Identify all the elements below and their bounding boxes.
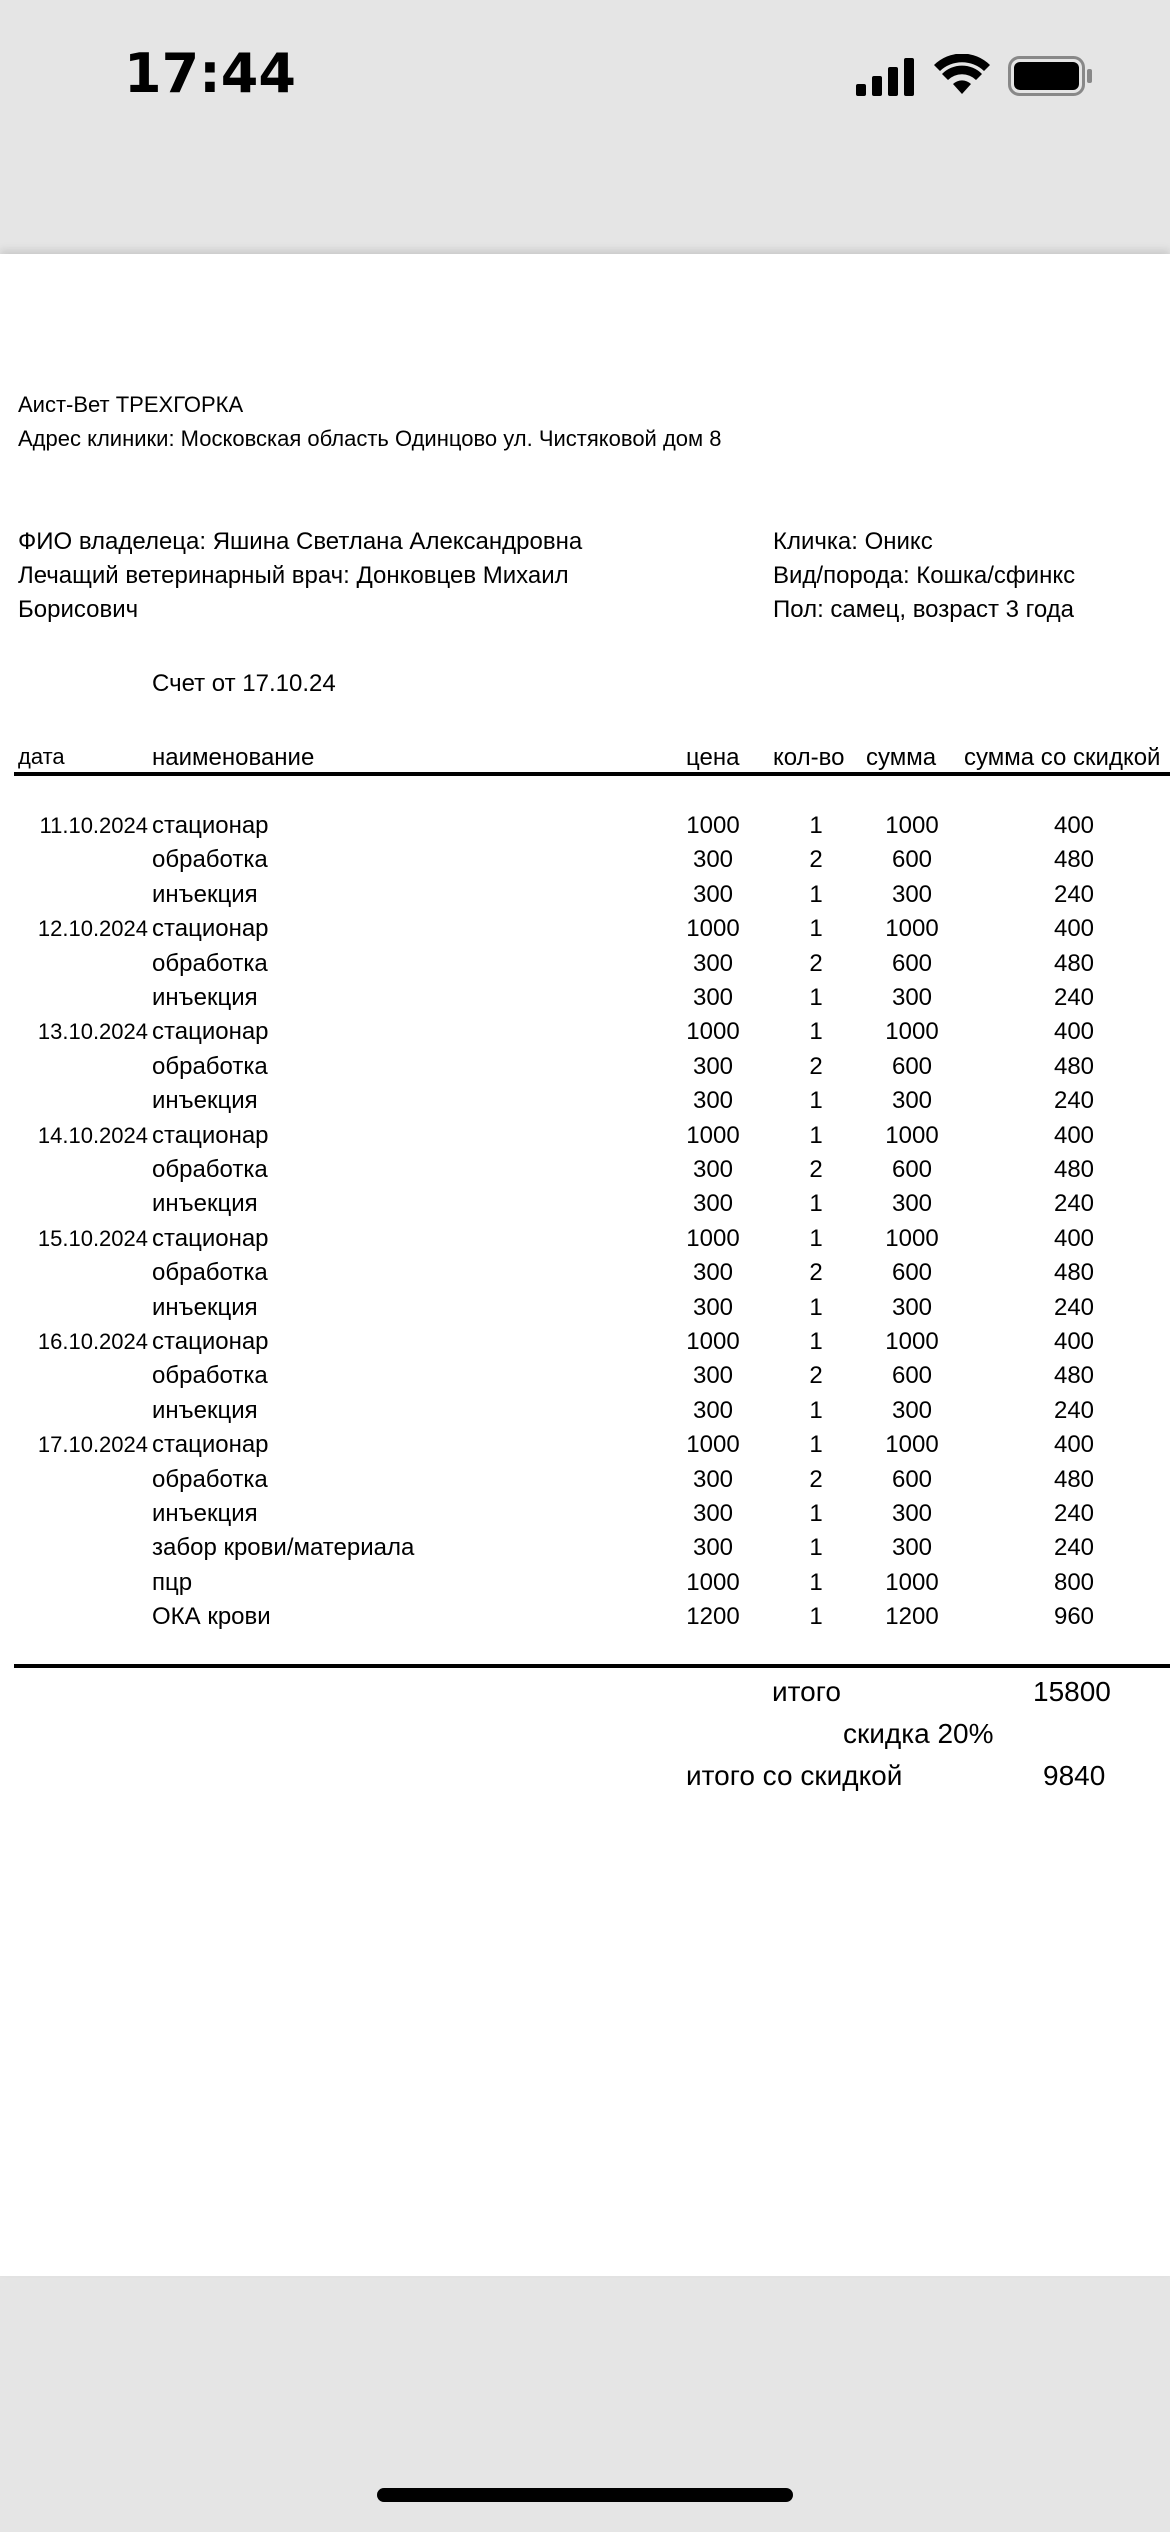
cell-discounted: 400: [1053, 1328, 1095, 1355]
cell-price: 300: [692, 1052, 734, 1080]
cell-price: 300: [692, 1259, 734, 1287]
cell-qty: 1: [809, 915, 823, 943]
cell-sum: 300: [891, 1190, 933, 1218]
cell-sum: 1000: [885, 1328, 939, 1355]
cell-name: обработка: [152, 1156, 268, 1183]
cell-price: 300: [692, 1500, 734, 1527]
cell-name: стационар: [152, 1328, 269, 1355]
cell-price: 300: [692, 1465, 734, 1493]
cell-discounted: 240: [1053, 1500, 1095, 1527]
cell-price: 1000: [686, 812, 740, 839]
cell-qty: 1: [809, 1431, 823, 1459]
header-sum: сумма: [866, 744, 937, 771]
cell-name: забор крови/материала: [152, 1534, 415, 1562]
cell-qty: 2: [809, 1362, 823, 1390]
cell-price: 300: [692, 949, 734, 977]
discount-label: скидка 20%: [843, 1718, 994, 1749]
cell-name: стационар: [152, 915, 269, 943]
cell-price: 300: [692, 846, 734, 874]
cell-date: 13.10.2024: [37, 1019, 148, 1045]
cell-sum: 1000: [885, 915, 939, 943]
cellular-signal-icon: [856, 58, 914, 96]
home-indicator[interactable]: [377, 2488, 793, 2502]
cell-price: 300: [692, 984, 734, 1011]
cell-name: инъекция: [152, 984, 258, 1011]
cell-price: 300: [692, 1156, 734, 1183]
cell-sum: 600: [891, 1156, 933, 1183]
pet-nickname: Кличка: Оникс: [773, 528, 933, 555]
cell-name: стационар: [152, 1121, 269, 1149]
cell-sum: 1000: [885, 812, 939, 839]
status-time: 17:44: [124, 42, 296, 105]
cell-discounted: 400: [1053, 1224, 1095, 1252]
cell-price: 1000: [686, 915, 740, 943]
cell-discounted: 240: [1053, 1087, 1095, 1115]
header-price: цена: [686, 744, 740, 771]
pet-breed: Вид/порода: Кошка/сфинкс: [773, 562, 1076, 589]
cell-sum: 300: [891, 984, 933, 1011]
cell-price: 300: [692, 1087, 734, 1115]
cell-discounted: 480: [1053, 1259, 1095, 1287]
cell-name: обработка: [152, 949, 268, 977]
cell-qty: 1: [809, 1603, 823, 1631]
cell-discounted: 400: [1053, 1431, 1095, 1459]
cell-qty: 1: [809, 984, 823, 1011]
cell-sum: 600: [891, 1362, 933, 1390]
cell-discounted: 240: [1053, 1190, 1095, 1218]
cell-name: инъекция: [152, 1293, 258, 1321]
cell-sum: 300: [891, 1293, 933, 1321]
cell-name: обработка: [152, 1362, 268, 1390]
cell-sum: 1000: [885, 1018, 939, 1046]
cell-sum: 1000: [885, 1121, 939, 1149]
cell-price: 300: [692, 1396, 734, 1424]
cell-name: инъекция: [152, 1396, 258, 1424]
invoice-title: Счет от 17.10.24: [152, 670, 336, 697]
battery-icon: [1008, 56, 1094, 96]
cell-qty: 1: [809, 880, 823, 908]
cell-sum: 1000: [885, 1224, 939, 1252]
cell-discounted: 240: [1053, 1534, 1095, 1562]
cell-discounted: 480: [1053, 1362, 1095, 1390]
cell-price: 1000: [686, 1568, 740, 1596]
cell-sum: 300: [891, 1396, 933, 1424]
cell-price: 300: [692, 1190, 734, 1218]
cell-date: 15.10.2024: [37, 1225, 148, 1251]
cell-discounted: 480: [1053, 1156, 1095, 1183]
cell-qty: 1: [809, 1293, 823, 1321]
cell-sum: 600: [891, 949, 933, 977]
cell-qty: 1: [809, 1328, 823, 1355]
doctor-name-line2: Борисович: [18, 596, 139, 623]
cell-discounted: 800: [1053, 1568, 1095, 1596]
cell-sum: 600: [891, 1052, 933, 1080]
cell-qty: 1: [809, 1534, 823, 1562]
cell-name: обработка: [152, 1259, 268, 1287]
cell-discounted: 400: [1053, 1121, 1095, 1149]
cell-price: 300: [692, 880, 734, 908]
cell-discounted: 240: [1053, 880, 1095, 908]
header-divider: [14, 772, 1170, 776]
cell-qty: 1: [809, 1018, 823, 1046]
header-qty: кол-во: [773, 744, 845, 771]
cell-price: 300: [692, 1293, 734, 1321]
cell-name: пцр: [152, 1568, 193, 1596]
header-date: дата: [18, 744, 65, 769]
cell-sum: 1200: [885, 1603, 939, 1631]
cell-discounted: 240: [1053, 1293, 1095, 1321]
owner-name: ФИО владелеца: Яшина Светлана Александровна: [18, 528, 583, 555]
cell-qty: 2: [809, 949, 823, 977]
cell-qty: 1: [809, 1500, 823, 1527]
total-value: 15800: [1033, 1676, 1111, 1707]
cell-discounted: 480: [1053, 846, 1095, 874]
cell-qty: 1: [809, 1224, 823, 1252]
doctor-name-line1: Лечащий ветеринарный врач: Донковцев Михаил: [18, 562, 569, 589]
cell-qty: 1: [809, 1568, 823, 1596]
cell-price: 300: [692, 1362, 734, 1390]
cell-sum: 300: [891, 1500, 933, 1527]
cell-sum: 600: [891, 846, 933, 874]
cell-name: обработка: [152, 846, 268, 874]
cell-price: 300: [692, 1534, 734, 1562]
discounted-total-value: 9840: [1043, 1760, 1106, 1791]
cell-qty: 1: [809, 812, 823, 839]
clinic-name: Аист-Вет ТРЕХГОРКА: [18, 392, 244, 417]
header-discounted: сумма со скидкой: [964, 744, 1161, 771]
cell-discounted: 240: [1053, 984, 1095, 1011]
cell-qty: 1: [809, 1121, 823, 1149]
cell-price: 1000: [686, 1431, 740, 1459]
cell-qty: 2: [809, 1465, 823, 1493]
cell-sum: 600: [891, 1465, 933, 1493]
cell-name: инъекция: [152, 1500, 258, 1527]
cell-name: ОКА крови: [152, 1603, 271, 1631]
cell-name: стационар: [152, 1224, 269, 1252]
cell-discounted: 960: [1053, 1603, 1095, 1631]
cell-name: стационар: [152, 1431, 269, 1459]
cell-sum: 300: [891, 880, 933, 908]
cell-price: 1000: [686, 1121, 740, 1149]
cell-name: стационар: [152, 812, 269, 839]
cell-qty: 2: [809, 1052, 823, 1080]
cell-name: стационар: [152, 1018, 269, 1046]
cell-name: инъекция: [152, 1087, 258, 1115]
header-name: наименование: [152, 744, 315, 771]
cell-sum: 1000: [885, 1431, 939, 1459]
cell-price: 1000: [686, 1224, 740, 1252]
cell-discounted: 480: [1053, 1465, 1095, 1493]
cell-qty: 1: [809, 1087, 823, 1115]
discounted-total-label: итого со скидкой: [686, 1760, 903, 1791]
cell-date: 16.10.2024: [37, 1329, 148, 1354]
cell-name: обработка: [152, 1052, 268, 1080]
cell-sum: 1000: [885, 1568, 939, 1596]
cell-qty: 2: [809, 1259, 823, 1287]
cell-discounted: 400: [1053, 812, 1095, 839]
cell-discounted: 400: [1053, 1018, 1095, 1046]
cell-qty: 2: [809, 846, 823, 874]
clinic-address: Адрес клиники: Московская область Одинцово ул. Чистяковой дом 8: [18, 426, 722, 451]
cell-discounted: 480: [1053, 949, 1095, 977]
pet-sex-age: Пол: самец, возраст 3 года: [773, 596, 1075, 623]
cell-sum: 300: [891, 1087, 933, 1115]
cell-discounted: 240: [1053, 1396, 1095, 1424]
cell-name: обработка: [152, 1465, 268, 1493]
cell-date: 12.10.2024: [37, 916, 148, 942]
cell-qty: 1: [809, 1396, 823, 1424]
cell-date: 14.10.2024: [37, 1122, 148, 1148]
wifi-icon: [934, 54, 990, 96]
cell-price: 1000: [686, 1018, 740, 1046]
cell-qty: 1: [809, 1190, 823, 1218]
total-label: итого: [772, 1676, 841, 1707]
totals-divider: [14, 1664, 1170, 1668]
document-page[interactable]: [0, 254, 1170, 2276]
cell-discounted: 400: [1053, 915, 1095, 943]
cell-sum: 600: [891, 1259, 933, 1287]
cell-name: инъекция: [152, 1190, 258, 1218]
cell-sum: 300: [891, 1534, 933, 1562]
cell-date: 11.10.2024: [39, 813, 148, 838]
cell-discounted: 480: [1053, 1052, 1095, 1080]
cell-price: 1000: [686, 1328, 740, 1355]
cell-date: 17.10.2024: [37, 1432, 148, 1458]
cell-qty: 2: [809, 1156, 823, 1183]
cell-price: 1200: [686, 1603, 740, 1631]
cell-name: инъекция: [152, 880, 258, 908]
